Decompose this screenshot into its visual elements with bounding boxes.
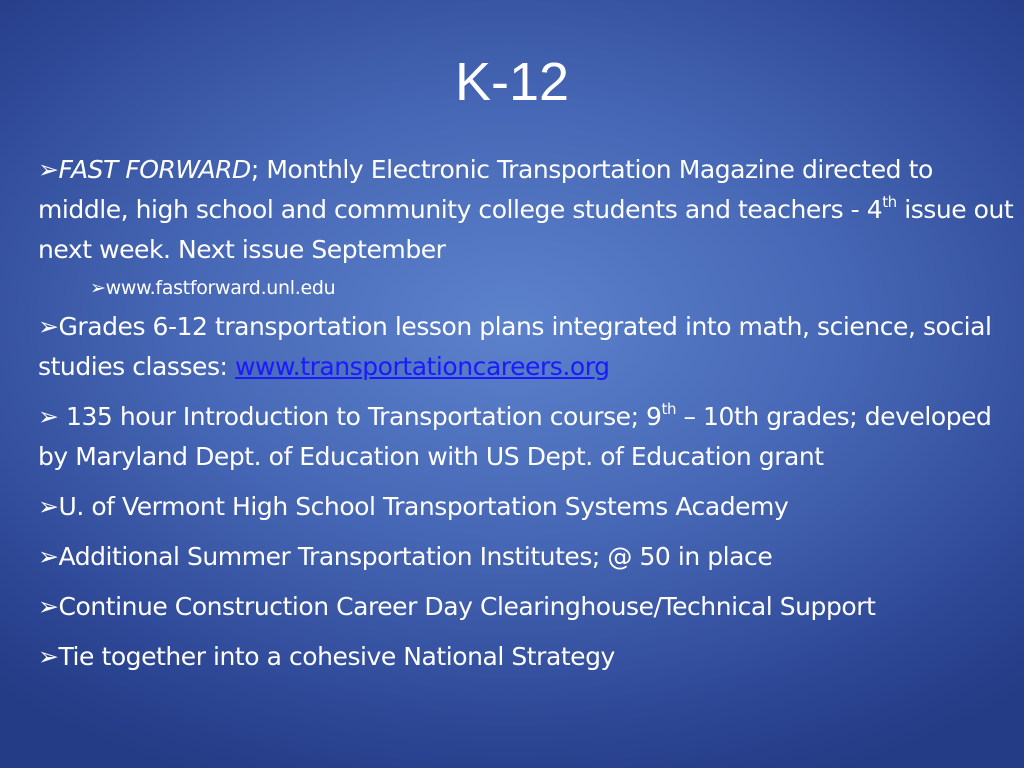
arrow-bullet-icon: ➢ <box>38 312 59 341</box>
bullet-vermont-academy: ➢U. of Vermont High School Transportation Systems Academy <box>38 492 789 521</box>
bullet-list <box>38 150 1018 687</box>
arrow-bullet-icon: ➢ <box>38 642 59 671</box>
bullet-career-day: ➢Continue Construction Career Day Clearinghouse/Technical Support <box>38 592 876 621</box>
sub-bullet-fastforward-url: ➢www.fastforward.unl.edu <box>90 277 336 299</box>
magazine-name: FAST FORWARD <box>58 155 251 184</box>
bullet-intro-course: ➢ 135 hour Introduction to Transportation course; 9th – 10th grades; developed by Maryland Dept. of Education with US Dept. of Education grant <box>38 400 992 471</box>
bullet-national-strategy: ➢Tie together into a cohesive National Strategy <box>38 642 615 671</box>
arrow-bullet-icon: ➢ <box>38 492 59 521</box>
arrow-bullet-icon: ➢ <box>38 402 59 431</box>
bullet-summer-institutes: ➢Additional Summer Transportation Institutes; @ 50 in place <box>38 542 773 571</box>
arrow-bullet-icon: ➢ <box>38 542 59 571</box>
arrow-bullet-icon: ➢ <box>38 592 59 621</box>
bullet-lesson-plans: ➢Grades 6-12 transportation lesson plans integrated into math, science, social studies classes: www.transportationcareers.org <box>38 312 992 381</box>
arrow-bullet-icon: ➢ <box>90 277 106 299</box>
slide-title: K-12 <box>454 52 570 112</box>
bullet-fast-forward: ➢FAST FORWARD; Monthly Electronic Transportation Magazine directed to middle, high school and community college students and teachers - 4th issue out next week. Next issue September <box>38 155 1014 264</box>
transportationcareers-link[interactable]: www.transportationcareers.org <box>235 352 610 381</box>
arrow-bullet-icon: ➢ <box>38 155 59 184</box>
